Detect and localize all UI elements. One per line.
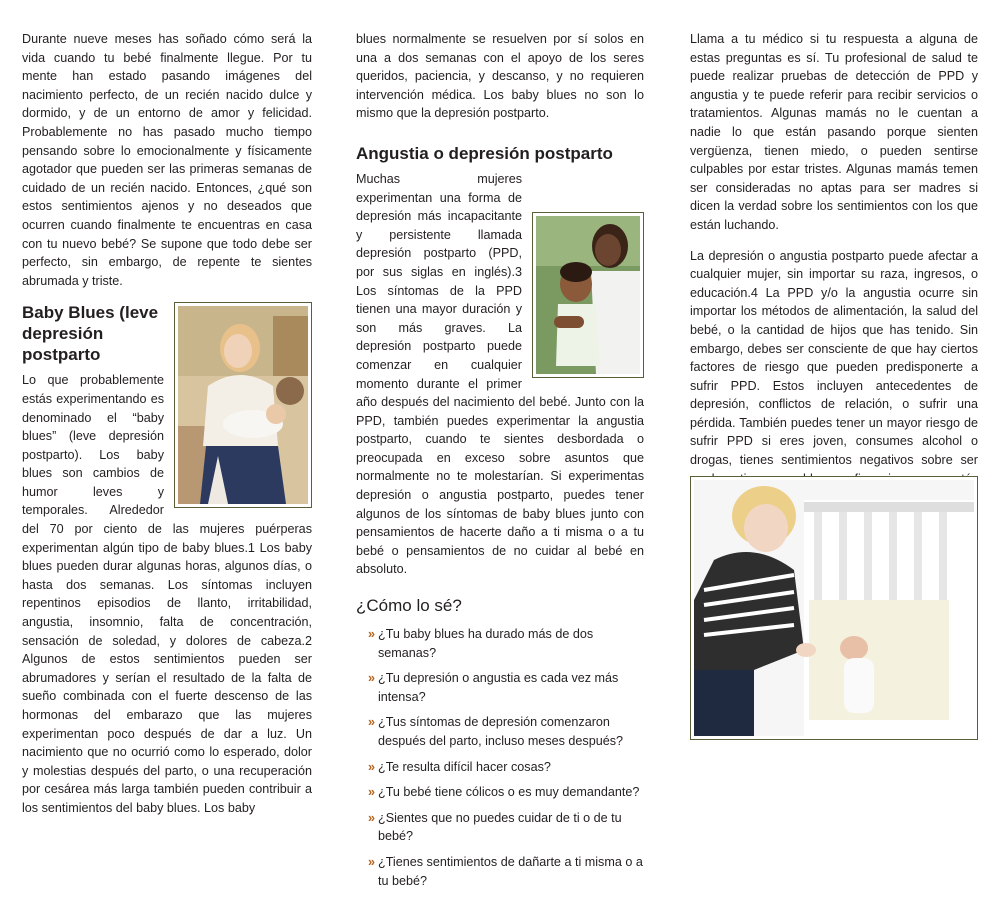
column-3 [690, 30, 978, 517]
list-item: » ¿Te resulta difícil hacer cosas? [356, 758, 644, 777]
mother-holding-baby-photo [532, 212, 644, 378]
mother-at-crib-photo [690, 476, 978, 740]
baby-blues-body: Lo que probablemente estás experimentando es denominado el “baby blues” (leve depresión postparto). Los baby blues son cambios de humor leves y temporales. Alrededor del 70 por ciento de las mujeres puérperas experimentan algún tipo de baby blues.1 Los baby blues pueden durar algunas horas, algunos días, o hasta dos semanas. Los síntomas incluyen repentinos episodios de llanto, irritabilidad, angustia, insomnio, falta de concentración, sensación de soledad, y dolores de cabeza.2 Algunos de estos sentimientos pueden ser abrumadores y serían el resultado de la falta de sueño combinada con el fuerte descenso de las hormonas del embarazo que las mujeres experimentan poco después de dar a luz. Un nacimiento que no ocurrió como lo esperado, dolor y molestias después del parto, o una recuperación por cesárea más larga también pueden contribuir a los sentimientos del baby blues. Los baby [22, 373, 312, 815]
list-item: » ¿Tu bebé tiene cólicos o es muy demandante? [356, 783, 644, 802]
bullet-icon: » [368, 785, 376, 800]
column-1 [22, 30, 312, 818]
risk-factors-paragraph: La depresión o angustia postparto puede afectar a cualquier mujer, sin importar su raza, ingresos, o educación.4 La PPD y/o la angustia ocurre sin importar los métodos de alimentación, la salud del bebé, o la cantidad de hijos que has tenido. Sin embargo, debes ser consciente de que hay ciertos factores de riesgo que pueden predisponerte a sufrir PPD. Estos incluyen antecedentes de depresión, conflictos de relación, o sufrir una pérdida. También puedes tener un mayor riesgo de sufrir PPD si eres joven, consumes alcohol o drogas, tienes sentimientos negativos sobre ser [690, 248, 978, 468]
how-do-i-know-heading: ¿Cómo lo sé? [356, 596, 462, 616]
intro-paragraph: Durante nueve meses has soñado cómo será la vida cuando tu bebé finalmente llegue. Por tu mente han estado pasando imágenes del nacimiento perfecto, de un recién nacido dulce y dormido, y de un entorno de amor y felicidad. Probablemente no has pasado mucho tiempo pensando sobre lo emocionalmente y físicamente agotador que pueden ser las primeras semanas de cuidado de un recién nacido. Entonces, ¿qué son estos sentimientos ajenos y no deseados que ocurren cuando finalmente te encuentras en casa con tu nuevo bebé? Se supone que todo debe ser perfecto, sin embargo, de repente te sientes abrumada y triste. [22, 32, 312, 288]
ppd-heading: Angustia o depresión postparto [356, 143, 613, 163]
list-item: » ¿Tienes sentimientos de dañarte a ti misma o a tu bebé? [368, 854, 643, 888]
list-item: » ¿Tu depresión o angustia es cada vez más intensa? [368, 671, 619, 704]
bullet-icon: » [368, 759, 376, 774]
baby-blues-heading: Baby Blues (leve depresión postparto [22, 303, 159, 365]
list-item: » ¿Tus síntomas de depresión comenzaron después del parto, incluso meses después? [368, 715, 624, 748]
bullet-icon: » [368, 627, 376, 642]
list-item: » ¿Sientes que no puedes cuidar de ti o de tu bebé? [368, 810, 622, 844]
question-list [356, 625, 644, 890]
bullet-icon: » [368, 671, 376, 686]
mother-nursing-photo [174, 302, 312, 508]
column-2 [356, 30, 644, 897]
ppd-body: Muchas mujeres experimentan una forma de depresión más incapacitante y persistente llamada depresión postparto (PPD, por sus siglas en inglés).3 Los síntomas de la PPD tienen una mayor duración y son más graves. La depresión postparto puede comenzar en cualquier momento durante el primer año después del nacimiento del bebé. Junto con la PPD, también puedes experimentar la angustia postparto, cuando te sientes desbordada o preocupada en exceso sobre asuntos que normalmente no te molestarían. Si experimentas depresión o angustia postparto, puedes tener algunos de los síntomas de baby blues junto con pensamientos de hacerte daño a ti misma o a tu bebé o pensamientos de no cuidar al bebé en absoluto. [356, 171, 644, 577]
baby-blues-continuation: blues normalmente se resuelven por sí solos en una a dos semanas con el apoyo de los seres queridos, paciencia, y descanso, y no requieren intervención médica. Los baby blues no son lo mismo que la depresión postparto. [356, 32, 644, 121]
bullet-icon: » [368, 854, 376, 869]
bullet-icon: » [368, 715, 376, 730]
bullet-icon: » [368, 810, 376, 825]
list-item: » ¿Tu baby blues ha durado más de dos semanas? [368, 627, 594, 660]
call-doctor-paragraph: Llama a tu médico si tu respuesta a alguna de estas preguntas es sí. Tu profesional de salud te puede realizar pruebas de detección de PPD y angustia y te puede referir para recibir servicios o tratamientos. Algunas mamás no le cuentan a nadie lo que están pasando porque sienten vergüenza, tienen miedo, o pueden sentirse culpables por estar tristes. Algunas mamás temen ser consideradas no aptas para ser madres si dicen la verdad sobre los sentimientos con los que están luchando. [690, 32, 978, 232]
